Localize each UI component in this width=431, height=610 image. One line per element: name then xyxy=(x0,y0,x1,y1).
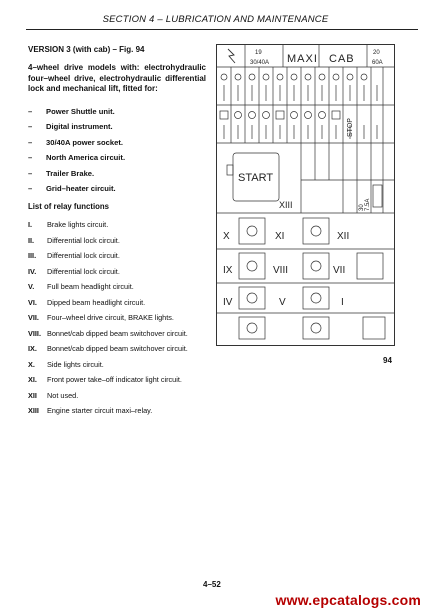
cab-label: CAB xyxy=(329,53,355,65)
relay-xiii-label: XIII xyxy=(279,200,293,210)
feature-label: Trailer Brake. xyxy=(46,168,95,178)
relay-viii-label: VIII xyxy=(273,265,289,276)
feature-label: Digital instrument. xyxy=(46,122,113,132)
relay-item: IV. Differential lock circuit. xyxy=(28,266,120,276)
relay-item: VII. Four–wheel drive circuit, BRAKE lights. xyxy=(28,313,174,323)
maxi-fuse-number: 19 xyxy=(255,50,262,56)
section-header: SECTION 4 – LUBRICATION AND MAINTENANCE xyxy=(102,14,329,25)
fuse-30-number: 30 xyxy=(359,204,365,211)
relay-item: XI. Front power take–off indicator light circuit. xyxy=(28,375,182,385)
relay-v-label: V xyxy=(279,297,286,308)
relay-item: II. Differential lock circuit. xyxy=(28,235,120,245)
start-label: START xyxy=(238,172,274,184)
header-rule xyxy=(26,29,418,30)
feature-item: – Digital instrument. xyxy=(28,119,206,135)
relay-row-lower xyxy=(217,287,394,313)
fuse-box-figure xyxy=(216,44,395,346)
relay-list-title: List of relay functions xyxy=(28,202,110,212)
lightning-icon xyxy=(228,49,235,63)
feature-label: North America circuit. xyxy=(46,153,126,163)
relay-item: V. Full beam headlight circuit. xyxy=(28,282,134,292)
fuse-30-amp: 7.5A xyxy=(365,198,371,211)
relay-vii-label: VII xyxy=(333,265,346,276)
fuse-row-middle xyxy=(217,105,394,143)
relay-item: VI. Dipped beam headlight circuit. xyxy=(28,297,146,307)
maxi-label: MAXI xyxy=(287,53,318,65)
fuse-row-upper xyxy=(217,67,394,105)
relay-item: VIII. Bonnet/cab dipped beam switchover circuit. xyxy=(28,328,188,338)
watermark-link[interactable]: www.epcatalogs.com xyxy=(275,592,421,608)
relay-row-middle xyxy=(217,253,394,283)
relay-xii-label: XII xyxy=(337,231,350,242)
relay-i-label: I xyxy=(341,297,344,308)
start-relay-area xyxy=(217,143,394,213)
feature-item: – 30/40A power socket. xyxy=(28,135,206,151)
feature-item: – Grid–heater circuit. xyxy=(28,181,206,197)
relay-item: III. Differential lock circuit. xyxy=(28,251,120,261)
fuse-box-diagram xyxy=(217,45,394,345)
feature-label: 30/40A power socket. xyxy=(46,137,123,147)
feature-item: – Power Shuttle unit. xyxy=(28,104,206,120)
relay-list xyxy=(28,217,206,419)
maxi-fuse-amp: 30/40A xyxy=(250,60,270,66)
cab-fuse-amp: 60A xyxy=(372,60,383,66)
relay-ix-label: IX xyxy=(223,265,233,276)
intro-paragraph: 4–wheel drive models with: electrohydraulic four–wheel drive, electrohydraulic differential lock and mechanical lift, fitted for: xyxy=(28,63,206,93)
figure-number: 94 xyxy=(383,356,392,365)
stop-label: STOP xyxy=(347,118,354,137)
relay-item: X. Side lights circuit. xyxy=(28,359,104,369)
relay-item: XII Not used. xyxy=(28,390,79,400)
relay-item: IX. Bonnet/cab dipped beam switchover circuit. xyxy=(28,344,188,354)
feature-list xyxy=(28,104,206,198)
cab-fuse-number: 20 xyxy=(373,50,380,56)
relay-row-top xyxy=(217,218,394,249)
relay-xi-label: XI xyxy=(275,231,285,242)
relay-row-bottom xyxy=(239,317,385,339)
relay-iv-label: IV xyxy=(223,297,233,308)
relay-item: I. Brake lights circuit. xyxy=(28,220,109,230)
text-column xyxy=(28,45,206,419)
feature-label: Grid–heater circuit. xyxy=(46,184,116,194)
feature-item: – Trailer Brake. xyxy=(28,166,206,182)
relay-item: XIII Engine starter circuit maxi–relay. xyxy=(28,406,153,416)
version-heading: VERSION 3 (with cab) – Fig. 94 xyxy=(28,45,145,54)
feature-item: – North America circuit. xyxy=(28,150,206,166)
relay-x-label: X xyxy=(223,231,230,242)
feature-label: Power Shuttle unit. xyxy=(46,106,115,116)
page-number: 4–52 xyxy=(203,580,221,589)
